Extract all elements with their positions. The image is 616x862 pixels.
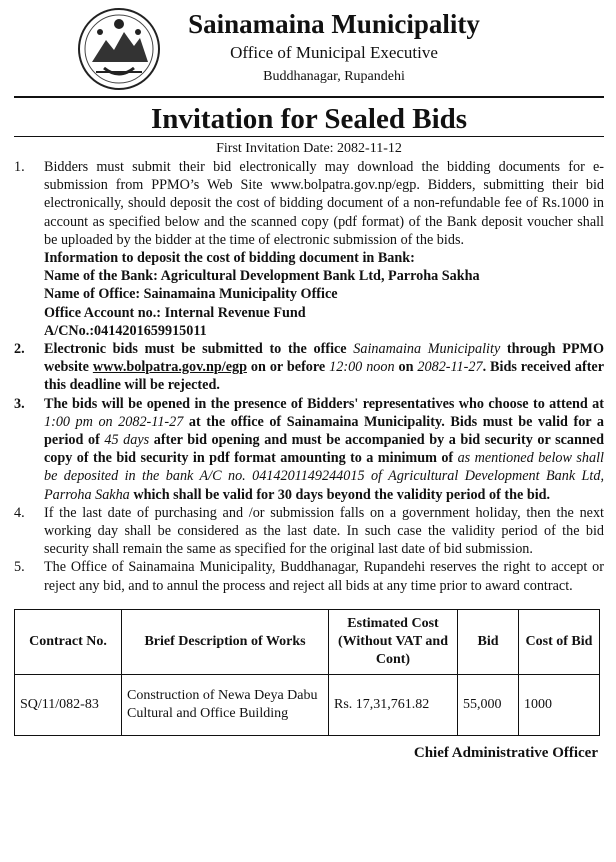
header-contract-no: Contract No.	[15, 609, 122, 674]
item-number: 4.	[14, 504, 25, 521]
header-estimated-cost: Estimated Cost (Without VAT and Cont)	[329, 609, 458, 674]
office-info: Name of Office: Sainamaina Municipality Office	[44, 286, 338, 303]
office-address: Buddhanagar, Rupandehi	[263, 69, 405, 84]
item-text: Bidders must submit their bid electronically may download the bidding documents for e-submission from PPMO’s Web Site www.bolpatra.gov.np/egp. Bidders, submitting their bid electronically, should deposit the cost of bidding document of a non-refundable fee of Rs.1000 in account as specified below and the scanned copy (pdf format) of the Bank deposit voucher shall be uploaded by the bidder at the time of electronic submission of the bids.	[44, 159, 604, 248]
deadline-time: 12:00 noon	[329, 359, 395, 376]
contract-table	[14, 609, 600, 736]
item-number: 5.	[14, 559, 25, 576]
bank-info-heading: Information to deposit the cost of bidding document in Bank:	[44, 250, 415, 267]
organization-name: Sainamaina Municipality	[188, 9, 480, 39]
table-header-row	[15, 609, 600, 674]
account-number: A/CNo.:041420165991501​1	[44, 322, 207, 339]
terms-list	[14, 158, 604, 595]
cell-estimated-cost: Rs. 17,31,761.82	[329, 674, 458, 735]
item-text-h: . Bids received after this deadline will be rejected.	[44, 359, 605, 394]
list-item	[14, 504, 604, 559]
item-text: The Office of Sainamaina Municipality, Buddhanagar, Rupandehi reserves the right to accept or reject any bid, and to annul the process and reject all bids at any time prior to award contract.	[44, 559, 604, 594]
header-description: Brief Description of Works	[122, 609, 329, 674]
item-text-c: at the office of Sainamaina Municipality. Bids must be valid for a period of	[44, 413, 604, 449]
notice-title: Invitation for Sealed Bids	[14, 102, 604, 137]
header-cost-of-bid: Cost of Bid	[519, 609, 600, 674]
bid-security-account: as mentioned below shall be deposited in the bank A/C no. 041420114924401​5 of Agricultural Development Bank Ltd, Parroha Sakha	[44, 450, 604, 503]
item-text-office: Sainamaina Municipality	[353, 341, 501, 358]
signatory: Chief Administrative Officer	[413, 744, 598, 761]
item-text-e: after bid opening and must be accompanied by a bid security or scanned copy of the bid security in pdf format amounting to a minimum of	[44, 432, 604, 467]
bank-name: Name of the Bank: Agricultural Development Bank Ltd, Parroha Sakha	[44, 268, 480, 285]
list-item	[14, 395, 604, 504]
header	[14, 0, 604, 98]
validity-days: 45 days	[104, 432, 150, 449]
item-number: 2.	[14, 341, 25, 358]
opening-time: 1:00 pm on 2082-11-27	[44, 413, 184, 430]
first-invitation-date: First Invitation Date: 2082-11-12	[216, 141, 402, 156]
office-name: Office of Municipal Executive	[230, 43, 438, 62]
account-info: Office Account no.: Internal Revenue Fund	[44, 304, 306, 321]
item-number: 1.	[14, 159, 25, 175]
cell-bid: 55,000	[458, 674, 519, 735]
item-text-c: through PPMO website	[44, 341, 604, 376]
item-text-f: on	[394, 359, 418, 376]
ppmo-link[interactable]: www.bolpatra.gov.np/egp	[92, 359, 247, 376]
item-text-a: Electronic bids must be submitted to the office	[44, 341, 354, 358]
organization-block	[184, 8, 484, 87]
header-bid: Bid	[458, 609, 519, 674]
item-text: If the last date of purchasing and /or submission falls on a government holiday, then the next working day shall be considered as the last date. In such case the validity period of the bid security shall remain the same as specified for the original last date of bid submission.	[44, 504, 604, 558]
deadline-date: 2082-11-27	[417, 359, 483, 376]
item-text-d: on or before	[246, 359, 330, 376]
item-text-g: which shall be valid for 30 days beyond the validity period of the bid.	[129, 486, 551, 503]
item-number: 3.	[14, 395, 25, 412]
cell-contract-no: SQ/11/082-83	[15, 674, 122, 735]
list-item	[14, 158, 604, 249]
cell-description: Construction of Newa Deya Dabu Cultural and Office Building	[122, 674, 329, 735]
list-item	[14, 340, 604, 395]
cell-cost-of-bid: 1000	[519, 674, 600, 735]
item-text-a: The bids will be opened in the presence of Bidders' representatives who choose to attend at	[44, 395, 604, 412]
table-row	[15, 674, 600, 735]
nepal-emblem-icon	[76, 6, 162, 92]
list-item	[14, 558, 604, 594]
